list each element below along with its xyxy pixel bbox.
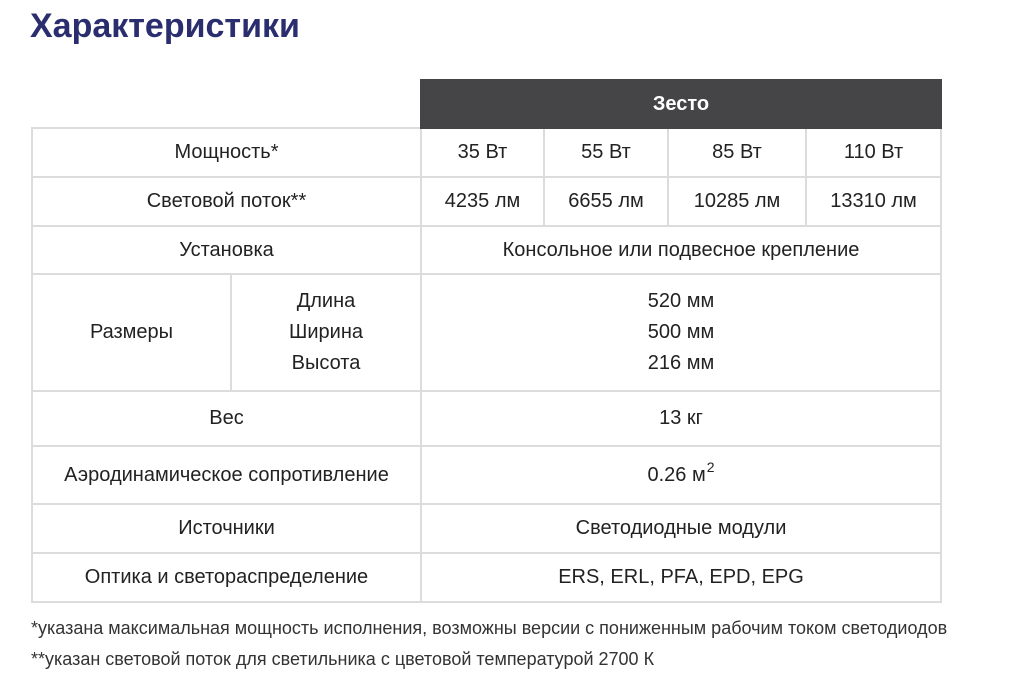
- power-value-3: 85 Вт: [668, 128, 806, 177]
- weight-row: [32, 391, 941, 446]
- power-value-1: 35 Вт: [421, 128, 544, 177]
- dimension-value-height: 216 мм: [647, 352, 715, 374]
- mounting-label: Установка: [32, 226, 421, 274]
- dimensions-names-cell: [231, 274, 421, 391]
- drag-value: 0.26 м: [647, 463, 706, 486]
- optics-label: Оптика и светораспределение: [32, 553, 421, 602]
- footnotes: [31, 613, 947, 675]
- power-value-4: 110 Вт: [806, 128, 941, 177]
- power-label: Мощность*: [32, 128, 421, 177]
- drag-label: Аэродинамическое сопротивление: [32, 446, 421, 504]
- sources-row: [32, 504, 941, 553]
- flux-value-2: 6655 лм: [544, 177, 668, 226]
- page-title: Характеристики: [30, 7, 300, 45]
- power-row: [32, 128, 941, 177]
- flux-value-1: 4235 лм: [421, 177, 544, 226]
- mounting-value: Консольное или подвесное крепление: [421, 226, 941, 274]
- optics-row: [32, 553, 941, 602]
- header-blank-cell: [32, 80, 421, 128]
- dimension-name-length: Длина: [296, 290, 356, 312]
- flux-label: Световой поток**: [32, 177, 421, 226]
- dimension-name-height: Высота: [291, 352, 361, 374]
- dimension-name-width: Ширина: [289, 321, 363, 343]
- flux-row: [32, 177, 941, 226]
- mounting-row: [32, 226, 941, 274]
- footnote-power: *указана максимальная мощность исполнения, возможны версии с пониженным рабочим током светодиодов: [31, 618, 948, 638]
- weight-value: 13 кг: [421, 391, 941, 446]
- optics-value: ERS, ERL, PFA, EPD, EPG: [421, 553, 941, 602]
- dimensions-label: Размеры: [32, 274, 231, 391]
- sources-value: Светодиодные модули: [421, 504, 941, 553]
- header-row: [32, 80, 941, 128]
- dimension-value-width: 500 мм: [647, 321, 715, 343]
- flux-value-4: 13310 лм: [806, 177, 941, 226]
- footnote-flux: **указан световой поток для светильника с цветовой температурой 2700 К: [31, 649, 655, 669]
- drag-unit-superscript: 2: [706, 458, 715, 475]
- sources-label: Источники: [32, 504, 421, 553]
- weight-label: Вес: [32, 391, 421, 446]
- drag-row: [32, 446, 941, 504]
- drag-value-cell: [421, 446, 941, 504]
- dimension-value-length: 520 мм: [647, 290, 715, 312]
- spec-table: [31, 79, 942, 603]
- dimensions-values-cell: [421, 274, 941, 391]
- flux-value-3: 10285 лм: [668, 177, 806, 226]
- power-value-2: 55 Вт: [544, 128, 668, 177]
- model-header-cell: Зесто: [421, 80, 941, 128]
- dimensions-row: [32, 274, 941, 391]
